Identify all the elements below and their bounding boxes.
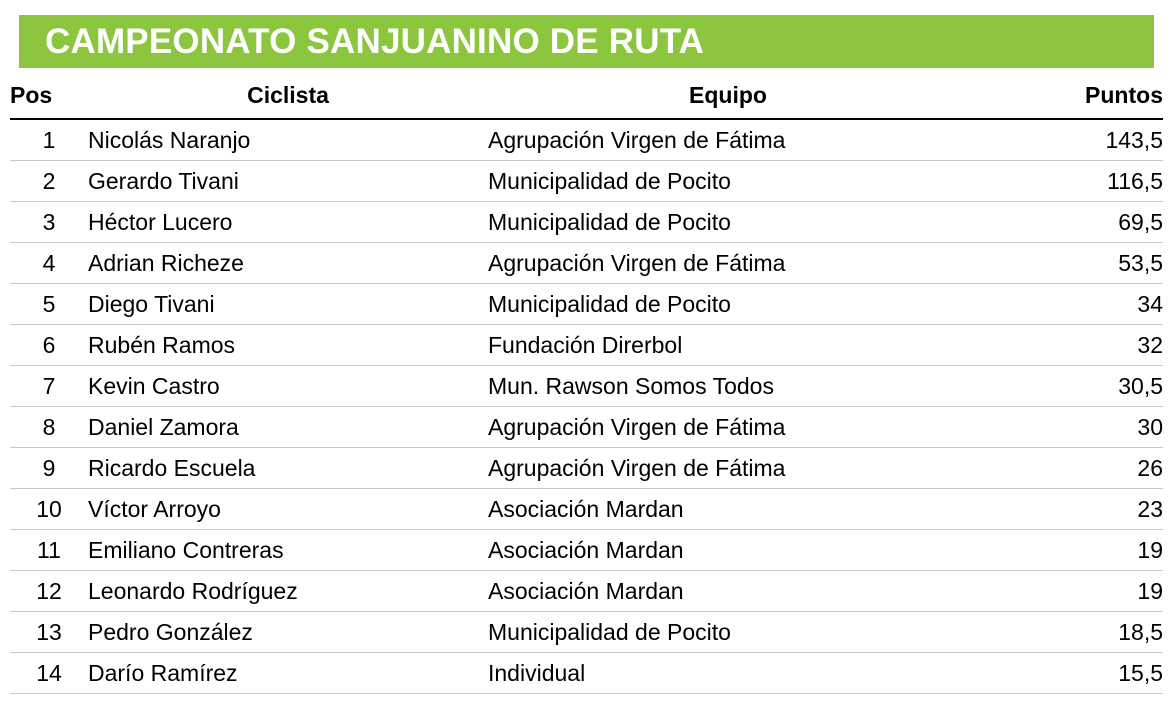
cell-equipo: Asociación Mardan [488, 530, 968, 571]
column-header-pos: Pos [10, 78, 88, 119]
table-row [10, 284, 1163, 325]
table-row [10, 202, 1163, 243]
cell-ciclista: Daniel Zamora [88, 407, 488, 448]
cell-equipo: Municipalidad de Pocito [488, 612, 968, 653]
cell-ciclista: Rubén Ramos [88, 325, 488, 366]
cell-ciclista: Gerardo Tivani [88, 161, 488, 202]
cell-puntos: 18,5 [968, 612, 1163, 653]
column-header-ciclista: Ciclista [88, 78, 488, 119]
cell-puntos: 26 [968, 448, 1163, 489]
table-row [10, 243, 1163, 284]
cell-equipo: Municipalidad de Pocito [488, 202, 968, 243]
title-banner [19, 15, 1154, 68]
cell-ciclista: Pedro González [88, 612, 488, 653]
cell-pos: 14 [10, 653, 88, 694]
cell-ciclista: Héctor Lucero [88, 202, 488, 243]
cell-ciclista: Emiliano Contreras [88, 530, 488, 571]
table-row [10, 448, 1163, 489]
page-title: CAMPEONATO SANJUANINO DE RUTA [45, 22, 705, 61]
cell-puntos: 30 [968, 407, 1163, 448]
cell-puntos: 23 [968, 489, 1163, 530]
cell-pos: 9 [10, 448, 88, 489]
cell-equipo: Municipalidad de Pocito [488, 161, 968, 202]
cell-puntos: 30,5 [968, 366, 1163, 407]
cell-ciclista: Darío Ramírez [88, 653, 488, 694]
table-row [10, 119, 1163, 161]
cell-equipo: Agrupación Virgen de Fátima [488, 243, 968, 284]
cell-pos: 3 [10, 202, 88, 243]
cell-puntos: 143,5 [968, 119, 1163, 161]
table-body [10, 119, 1163, 694]
cell-ciclista: Adrian Richeze [88, 243, 488, 284]
cell-puntos: 19 [968, 530, 1163, 571]
cell-pos: 8 [10, 407, 88, 448]
standings-table [10, 78, 1163, 694]
cell-puntos: 15,5 [968, 653, 1163, 694]
cell-pos: 2 [10, 161, 88, 202]
cell-equipo: Agrupación Virgen de Fátima [488, 448, 968, 489]
cell-equipo: Individual [488, 653, 968, 694]
cell-ciclista: Leonardo Rodríguez [88, 571, 488, 612]
cell-ciclista: Diego Tivani [88, 284, 488, 325]
cell-equipo: Municipalidad de Pocito [488, 284, 968, 325]
cell-pos: 1 [10, 119, 88, 161]
table-row [10, 653, 1163, 694]
cell-equipo: Asociación Mardan [488, 489, 968, 530]
cell-pos: 11 [10, 530, 88, 571]
cell-pos: 6 [10, 325, 88, 366]
cell-puntos: 32 [968, 325, 1163, 366]
table-header-row [10, 78, 1163, 119]
table-row [10, 612, 1163, 653]
cell-puntos: 53,5 [968, 243, 1163, 284]
cell-puntos: 69,5 [968, 202, 1163, 243]
table-row [10, 161, 1163, 202]
cell-pos: 4 [10, 243, 88, 284]
column-header-equipo: Equipo [488, 78, 968, 119]
cell-pos: 7 [10, 366, 88, 407]
table-row [10, 530, 1163, 571]
cell-puntos: 116,5 [968, 161, 1163, 202]
cell-equipo: Asociación Mardan [488, 571, 968, 612]
table-header [10, 78, 1163, 119]
cell-puntos: 19 [968, 571, 1163, 612]
cell-ciclista: Nicolás Naranjo [88, 119, 488, 161]
cell-pos: 5 [10, 284, 88, 325]
table-row [10, 489, 1163, 530]
cell-equipo: Agrupación Virgen de Fátima [488, 119, 968, 161]
column-header-puntos: Puntos [968, 78, 1163, 119]
cell-ciclista: Ricardo Escuela [88, 448, 488, 489]
table-row [10, 407, 1163, 448]
cell-equipo: Agrupación Virgen de Fátima [488, 407, 968, 448]
cell-puntos: 34 [968, 284, 1163, 325]
table-bottom-spacer [10, 689, 1163, 703]
cell-pos: 13 [10, 612, 88, 653]
table-row [10, 325, 1163, 366]
cell-pos: 12 [10, 571, 88, 612]
table-row [10, 571, 1163, 612]
cell-equipo: Fundación Direrbol [488, 325, 968, 366]
cell-ciclista: Kevin Castro [88, 366, 488, 407]
cell-pos: 10 [10, 489, 88, 530]
table-row [10, 366, 1163, 407]
cell-equipo: Mun. Rawson Somos Todos [488, 366, 968, 407]
cell-ciclista: Víctor Arroyo [88, 489, 488, 530]
